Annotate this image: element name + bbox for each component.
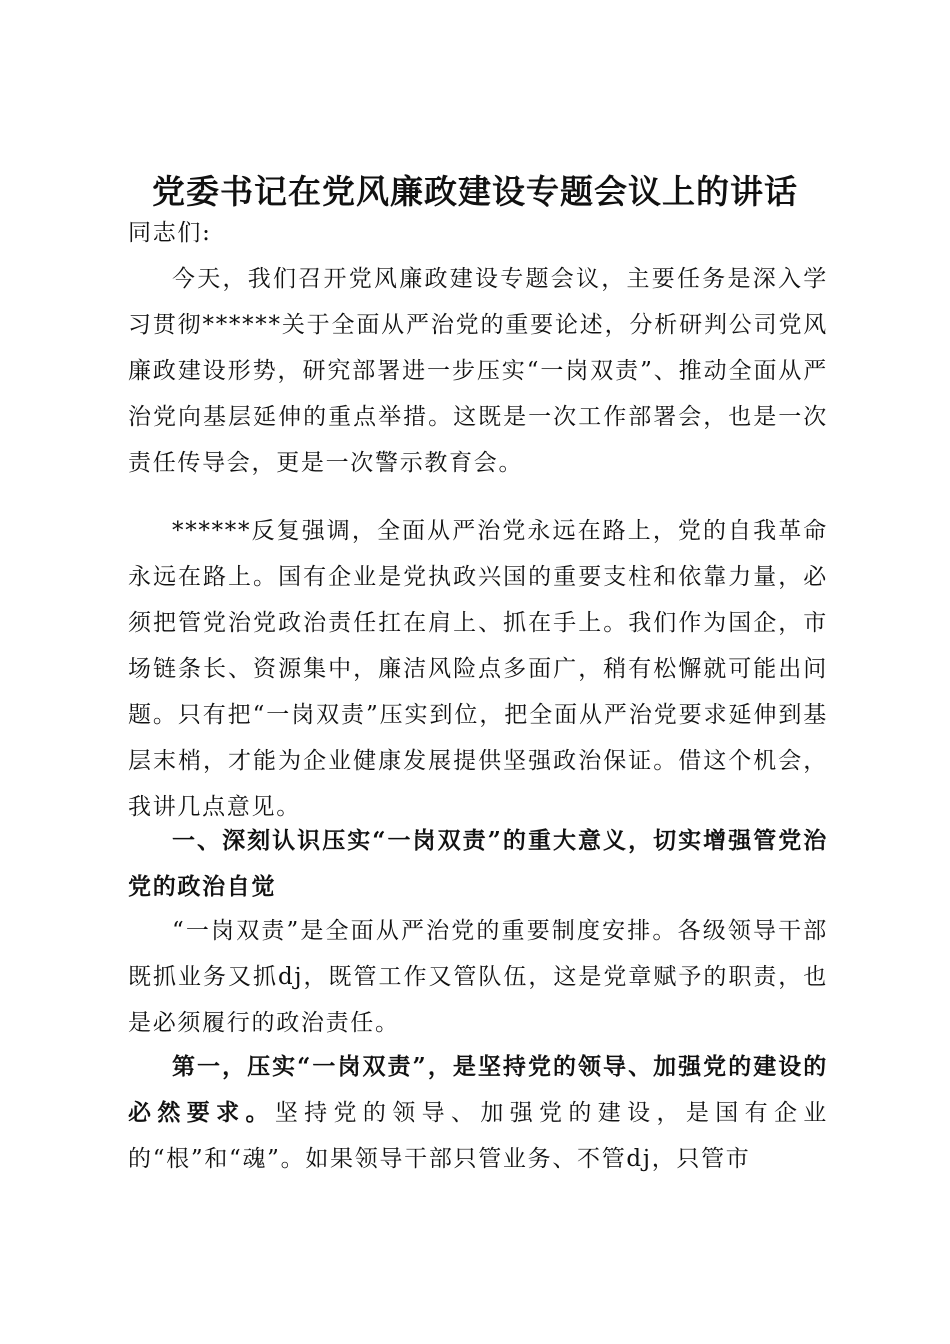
section-heading-1: 一、深刻认识压实“一岗双责”的重大意义，切实增强管党治党的政治自觉 (128, 827, 828, 900)
point-1-lead: 第一，压实“一岗双责”，是坚持党的领导、加强党的建设的必然要求。 (128, 1053, 828, 1126)
paragraph-point-1 (128, 1044, 828, 1182)
paragraph-intro: 今天，我们召开党风廉政建设专题会议，主要任务是深入学习贯彻******关于全面从严治党的重要论述，分析研判公司党风廉政建设形势，研究部署进一步压实“一岗双责”、推动全面从严治党向基层延伸的重点举措。这既是一次工作部署会，也是一次责任传导会，更是一次警示教育会。 (128, 266, 828, 476)
paragraph-section-1-intro: “一岗双责”是全面从严治党的重要制度安排。各级领导干部既抓业务又抓dj，既管工作又管队伍，这是党章赋予的职责，也是必须履行的政治责任。 (128, 918, 828, 1036)
point-1-body: 坚持党的领导、加强党的建设，是国有企业的“根”和“魂”。如果领导干部只管业务、不管dj，只管市 (128, 1100, 828, 1172)
document-title: 党委书记在党风廉政建设专题会议上的讲话 (152, 172, 798, 211)
salutation: 同志们: (128, 220, 212, 246)
paragraph-background: ******反复强调，全面从严治党永远在路上，党的自我革命永远在路上。国有企业是党执政兴国的重要支柱和依靠力量，必须把管党治党政治责任扛在肩上、抓在手上。我们作为国企，市场链条长、资源集中，廉洁风险点多面广，稍有松懈就可能出问题。只有把“一岗双责”压实到位，把全面从严治党要求延伸到基层末梢，才能为企业健康发展提供坚强政治保证。借这个机会，我讲几点意见。 (128, 518, 828, 820)
